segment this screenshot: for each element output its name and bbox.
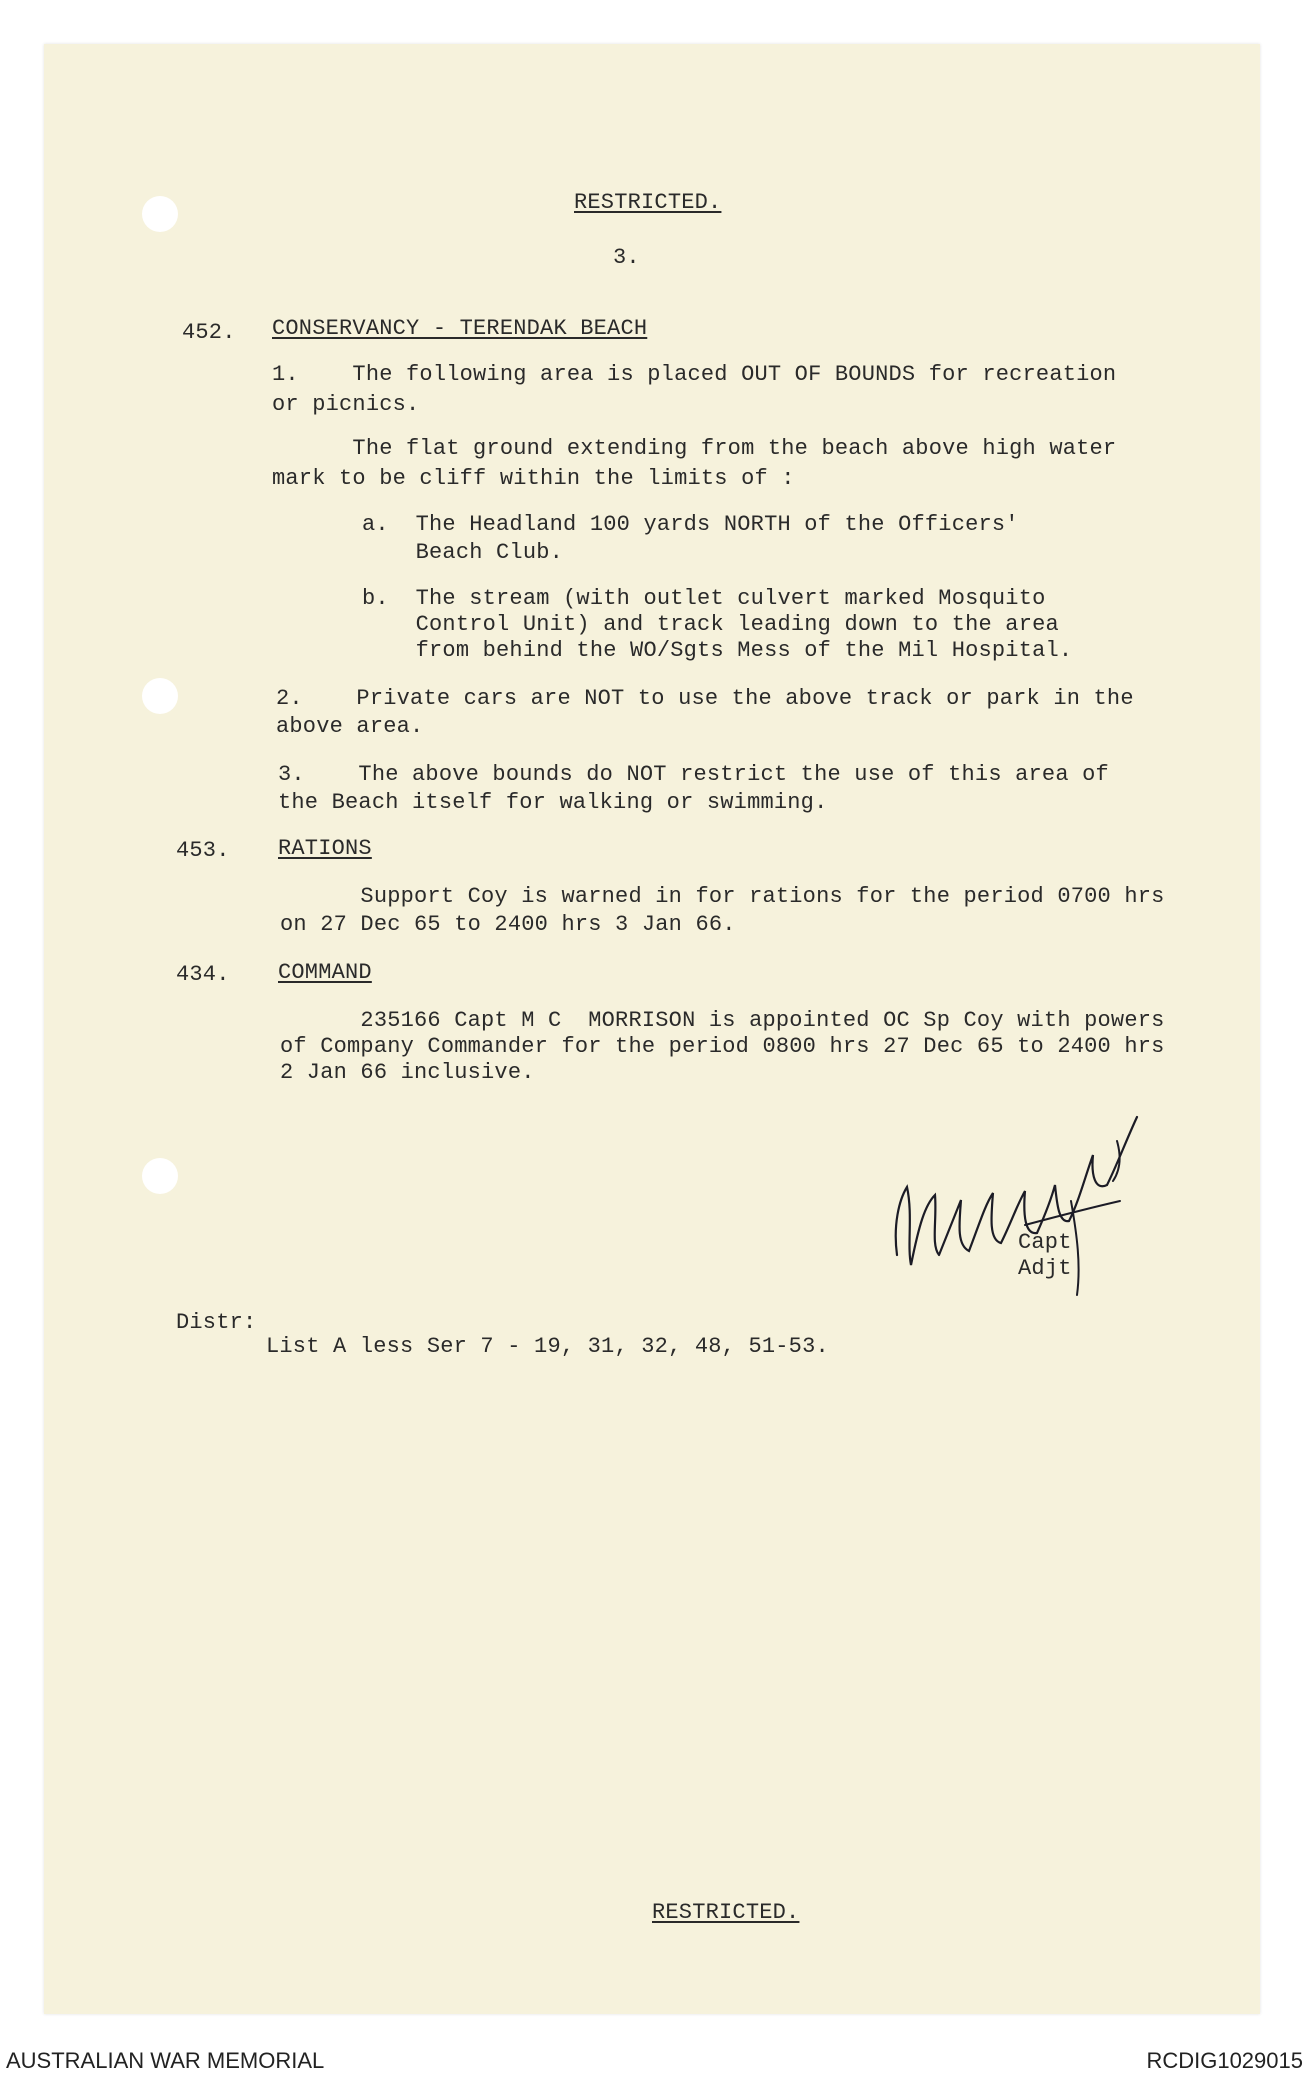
list-item-line: a. The Headland 100 yards NORTH of the Officers' — [362, 512, 1019, 537]
paragraph-line: on 27 Dec 65 to 2400 hrs 3 Jan 66. — [280, 912, 736, 937]
signature-rank: Capt — [1018, 1230, 1072, 1255]
list-item-line: b. The stream (with outlet culvert marked Mosquito — [362, 586, 1046, 611]
paragraph-line: 2. Private cars are NOT to use the above track or park in the — [276, 686, 1134, 711]
section-number: 453. — [176, 838, 230, 863]
punch-hole — [142, 196, 178, 232]
punch-hole — [142, 678, 178, 714]
paragraph-line: above area. — [276, 714, 424, 739]
paragraph-line: mark to be cliff within the limits of : — [272, 466, 795, 491]
signature-appointment: Adjt — [1018, 1256, 1072, 1281]
paragraph-line: 3. The above bounds do NOT restrict the use of this area of — [278, 762, 1109, 787]
page-number: 3. — [613, 245, 640, 270]
section-heading: COMMAND — [278, 960, 372, 985]
section-number: 434. — [176, 962, 230, 987]
paragraph-line: of Company Commander for the period 0800 hrs 27 Dec 65 to 2400 hrs — [280, 1034, 1165, 1059]
paragraph-line: Support Coy is warned in for rations for the period 0700 hrs — [280, 884, 1165, 909]
paragraph-line: or picnics. — [272, 392, 420, 417]
list-item-line: Control Unit) and track leading down to the area — [362, 612, 1059, 637]
footer-source: AUSTRALIAN WAR MEMORIAL — [6, 2048, 325, 2073]
section-heading: RATIONS — [278, 836, 372, 861]
list-item-line: Beach Club. — [362, 540, 564, 565]
paragraph-line: 1. The following area is placed OUT OF BOUNDS for recreation — [272, 362, 1117, 387]
paragraph-line: 235166 Capt M C MORRISON is appointed OC Sp Coy with powers — [280, 1008, 1165, 1033]
classification-bottom: RESTRICTED. — [652, 1900, 800, 1925]
list-item-line: from behind the WO/Sgts Mess of the Mil Hospital. — [362, 638, 1073, 663]
paragraph-line: the Beach itself for walking or swimming. — [278, 790, 828, 815]
section-heading: CONSERVANCY - TERENDAK BEACH — [272, 316, 648, 341]
classification-top: RESTRICTED. — [574, 190, 722, 215]
section-number: 452. — [182, 320, 236, 345]
punch-hole — [142, 1158, 178, 1194]
footer-record-id: RCDIG1029015 — [1146, 2048, 1303, 2073]
distribution-list: List A less Ser 7 - 19, 31, 32, 48, 51-53. — [266, 1334, 829, 1359]
paragraph-line: The flat ground extending from the beach above high water — [272, 436, 1117, 461]
paragraph-line: 2 Jan 66 inclusive. — [280, 1060, 535, 1085]
distribution-label: Distr: — [176, 1310, 257, 1335]
